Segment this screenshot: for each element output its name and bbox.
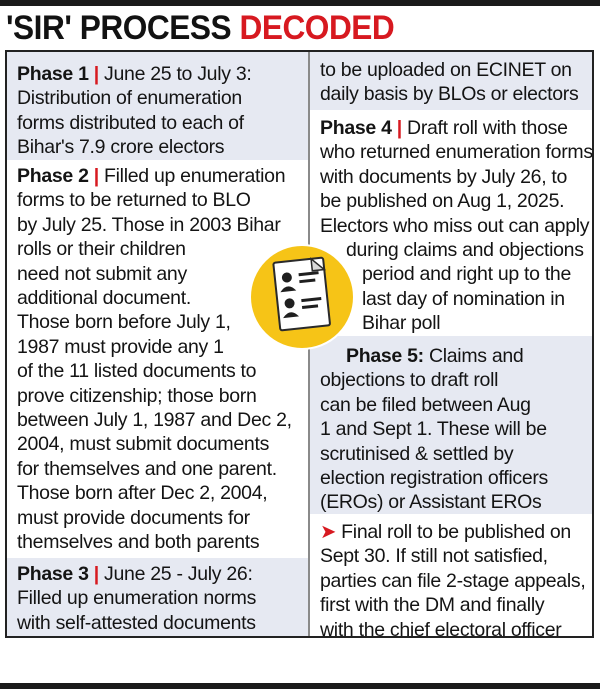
phase1-box [7,52,308,160]
phase2-line: Those born after Dec 2, 2004, [17,482,268,505]
phase2-line: forms to be returned to BLO [17,189,251,212]
final-line: parties can file 2-stage appeals, [320,569,586,592]
phase3-line: daily basis by BLOs or electors [320,83,579,106]
phase2-line: Those born before July 1, [17,311,231,334]
phase4-line: Electors who miss out can apply [320,214,590,237]
phase1-line: Bihar's 7.9 crore electors [17,136,225,159]
phase2-line: need not submit any [17,262,187,285]
phase4-line: with documents by July 26, to [320,165,568,188]
phase3-continued-box [310,52,592,110]
phase1-line: June 25 to July 3: [104,63,252,85]
phase4-line: last day of nomination in [362,287,565,310]
phase2-box [7,160,308,558]
phase2-line: of the 11 listed documents to [17,360,257,383]
final-roll-box [310,514,592,641]
final-line: Final roll to be published on [341,521,571,543]
phase3-line: with self-attested documents [17,611,256,634]
phase3-line: to be uploaded on ECINET on [320,59,572,81]
phase5-line: scrutinised & settled by [320,442,514,465]
phase2-line: by July 25. Those in 2003 Bihar [17,213,281,236]
phase2-line: themselves and both parents [17,531,260,554]
final-line: with the chief electoral officer [320,618,562,641]
phase4-line: be published on Aug 1, 2025. [320,190,565,213]
final-line: Sept 30. If still not satisfied, [320,545,548,568]
phase4-label: Phase 4 [320,117,392,139]
phase5-line: objections to draft roll [320,369,499,392]
phase5-line: (EROs) or Assistant EROs [320,491,542,514]
title-part-sir-process: 'SIR' PROCESS [6,9,240,47]
phase2-label: Phase 2 [17,165,89,187]
title-part-decoded: DECODED [239,9,395,47]
phase2-separator: | [93,165,99,187]
phase2-line: must provide documents for [17,506,250,529]
phase5-line: can be filed between Aug [320,393,531,416]
phase1-line: Distribution of enumeration [17,87,242,110]
phase2-line: 1987 must provide any 1 [17,335,224,358]
arrow-icon: ➤ [320,521,337,543]
phase1-line: forms distributed to each of [17,111,244,134]
phase3-box [7,558,308,636]
phase4-line: during claims and objections [346,239,584,262]
phase3-label: Phase 3 [17,563,89,585]
phase3-line: June 25 - July 26: [104,563,253,585]
phase4-line: Bihar poll [362,312,441,335]
phase5-line: 1 and Sept 1. These will be [320,418,547,441]
phase2-line: Filled up enumeration [104,165,286,187]
phase5-line: Claims and [428,345,524,367]
phase4-line: period and right up to the [362,263,572,286]
top-rule [0,0,600,6]
phase2-line: for themselves and one parent. [17,457,277,480]
phase3-separator: | [93,563,99,585]
phase2-line: rolls or their children [17,238,186,261]
document-people-icon [247,242,357,352]
phase1-label: Phase 1 [17,63,89,85]
page-title [6,8,394,48]
phase3-line: Filled up enumeration norms [17,587,257,610]
phase2-line: additional document. [17,287,191,310]
phase4-line: Draft roll with those [407,117,568,139]
phase5-label: Phase 5: [346,345,424,367]
phase5-line: election registration officers [320,467,549,490]
phase4-separator: | [396,117,402,139]
final-line: first with the DM and finally [320,594,545,617]
phase2-line: between July 1, 1987 and Dec 2, [17,409,292,432]
phase5-box [310,336,592,514]
bottom-rule [0,683,600,689]
phase2-line: prove citizenship; those born [17,384,257,407]
phase4-line: who returned enumeration forms [320,141,593,164]
phase1-separator: | [93,63,99,85]
phase2-line: 2004, must submit documents [17,433,270,456]
